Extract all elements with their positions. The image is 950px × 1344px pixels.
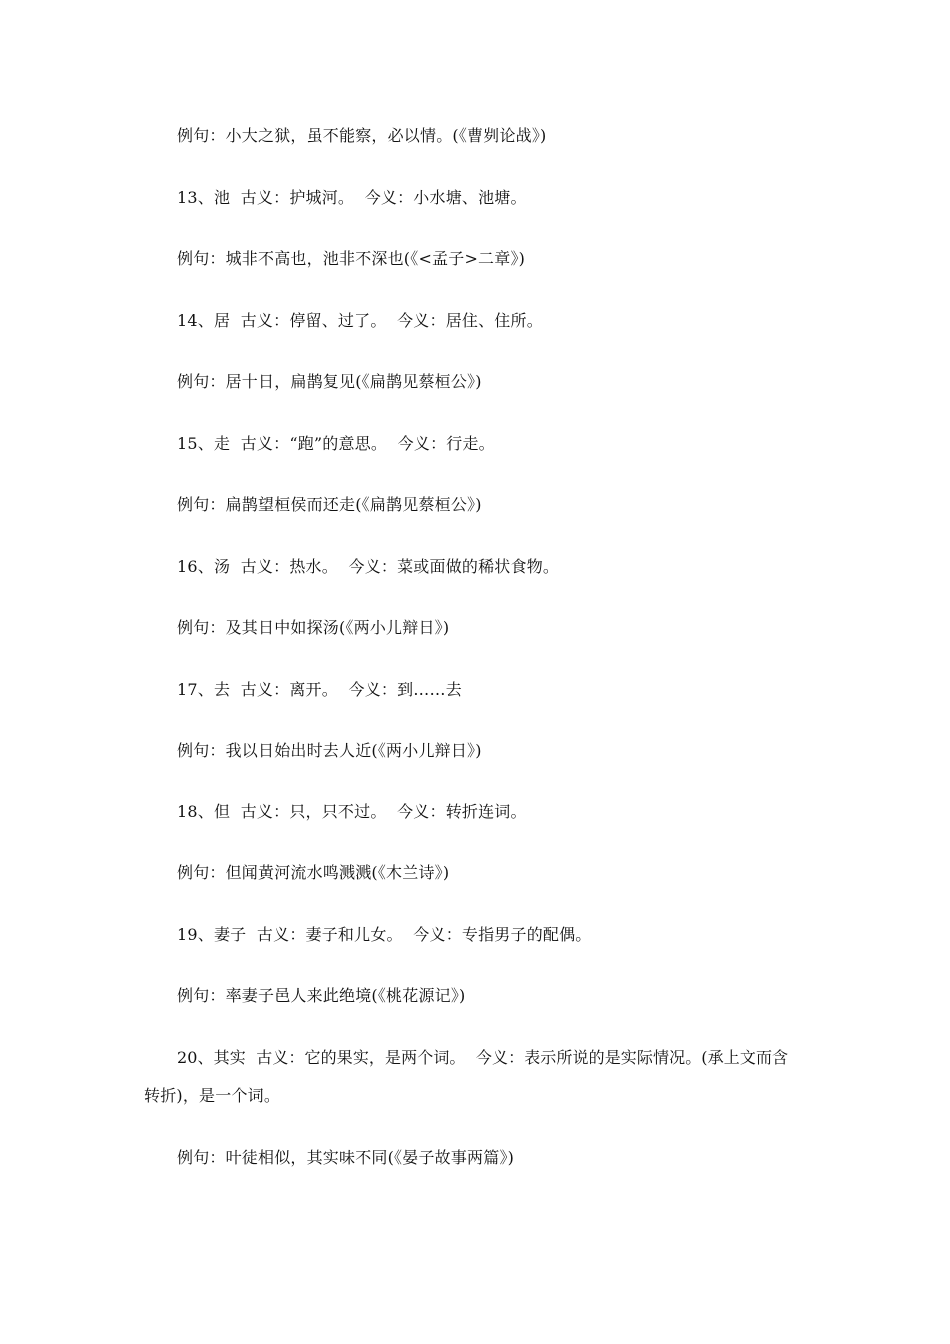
example-sentence: 例句：及其日中如探汤(《两小儿辩日》) [177, 618, 450, 637]
example-sentence: 例句：城非不高也，池非不深也(《<孟子>二章》) [177, 249, 526, 268]
example-sentence: 例句：但闻黄河流水鸣溅溅(《木兰诗》) [177, 863, 450, 882]
entry-16-tang: 16、汤 古义：热水。 今义：菜或面做的稀状食物。 [177, 557, 560, 576]
entry-14-ju: 14、居 古义：停留、过了。 今义：居住、住所。 [177, 311, 543, 330]
entry-20-qishi: 20、其实 古义：它的果实，是两个词。 今义：表示所说的是实际情况。(承上文而含 [177, 1048, 789, 1067]
entry-13-chi: 13、池 古义：护城河。 今义：小水塘、池塘。 [177, 188, 527, 207]
example-sentence: 例句：扁鹊望桓侯而还走(《扁鹊见蔡桓公》) [177, 495, 482, 514]
entry-19-qizi: 19、妻子 古义：妻子和儿女。 今义：专指男子的配偶。 [177, 925, 592, 944]
example-sentence: 例句：居十日，扁鹊复见(《扁鹊见蔡桓公》) [177, 372, 482, 391]
entry-15-zou: 15、走 古义：“跑”的意思。 今义：行走。 [177, 434, 495, 453]
entry-20-continuation: 转折)，是一个词。 [144, 1086, 281, 1105]
example-sentence: 例句：叶徒相似，其实味不同(《晏子故事两篇》) [177, 1148, 515, 1167]
example-sentence: 例句：率妻子邑人来此绝境(《桃花源记》) [177, 986, 466, 1005]
entry-18-dan: 18、但 古义：只，只不过。 今义：转折连词。 [177, 802, 527, 821]
entry-17-qu: 17、去 古义：离开。 今义：到……去 [177, 680, 462, 699]
example-sentence: 例句：我以日始出时去人近(《两小儿辩日》) [177, 741, 482, 760]
example-sentence: 例句：小大之狱，虽不能察，必以情。(《曹刿论战》) [177, 126, 547, 145]
